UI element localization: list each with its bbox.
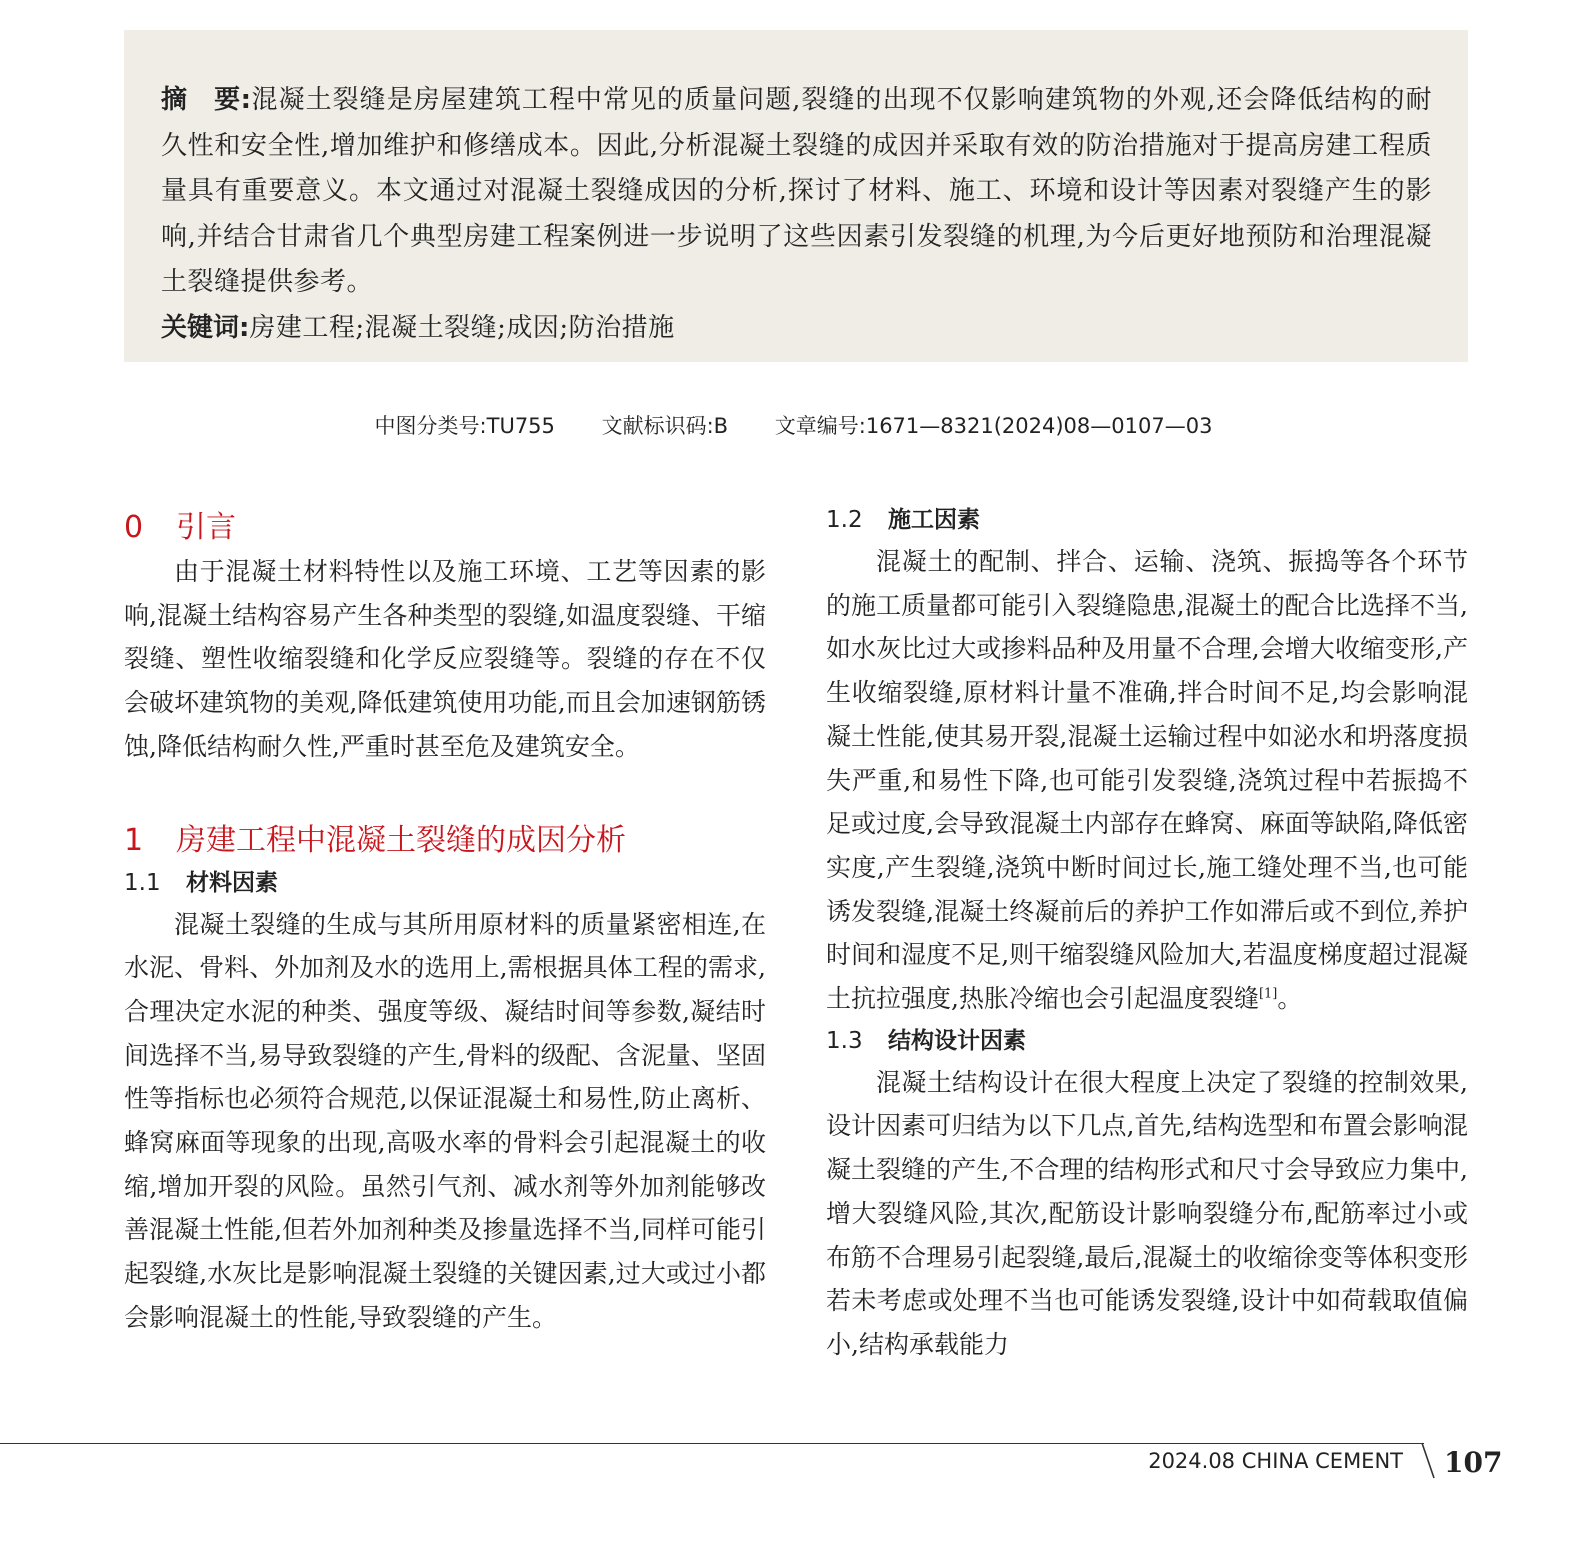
footer-rule: [0, 1443, 1424, 1444]
left-column: [124, 500, 766, 1340]
section-1-2-paragraph: [826, 540, 1468, 1021]
article-number: 文章编号:1671—8321(2024)08—0107—03: [774, 414, 1213, 438]
section-1-2-text: 混凝土的配制、拌合、运输、浇筑、振捣等各个环节的施工质量都可能引入裂缝隐患,混凝土的配合比选择不当,如水灰比过大或掺料品种及用量不合理,会增大收缩变形,产生收缩裂缝,原材料计量不准确,拌合时间不足,均会影响混凝土性能,使其易开裂,混凝土运输过程中如泌水和坍落度损失严重,和易性下降,也可能引发裂缝,浇筑过程中若振捣不足或过度,会导致混凝土内部存在蜂窝、麻面等缺陷,降低密实度,产生裂缝,浇筑中断时间过长,施工缝处理不当,也可能诱发裂缝,混凝土终凝前后的养护工作如滞后或不到位,养护时间和湿度不足,则干缩裂缝风险加大,若温度梯度超过混凝土抗拉强度,热胀冷缩也会引起温度裂缝: [826, 547, 1468, 1014]
classification-line: [0, 410, 1587, 440]
footer-issue: 2024.08: [1148, 1449, 1236, 1473]
abstract-paragraph: [161, 78, 1432, 306]
footer-journal-info: [1148, 1449, 1403, 1473]
keywords-paragraph: [161, 306, 1432, 352]
right-column: [826, 500, 1468, 1367]
section-1-2-tail: 。: [1277, 984, 1303, 1014]
section-1-2-title: 施工因素: [888, 507, 980, 533]
section-1-3-title: 结构设计因素: [888, 1027, 1026, 1054]
section-1-1-paragraph: 混凝土裂缝的生成与其所用原材料的质量紧密相连,在水泥、骨料、外加剂及水的选用上,需根据具体工程的需求,合理决定水泥的种类、强度等级、凝结时间等参数,凝结时间选择不当,易导致裂缝的产生,骨料的级配、含泥量、坚固性等指标也必须符合规范,以保证混凝土和易性,防止离析、蜂窝麻面等现象的出现,高吸水率的骨料会引起混凝土的收缩,增加开裂的风险。虽然引气剂、减水剂等外加剂能够改善混凝土性能,但若外加剂种类及掺量选择不当,同样可能引起裂缝,水灰比是影响混凝土裂缝的关键因素,过大或过小都会影响混凝土的性能,导致裂缝的产生。: [124, 909, 766, 1332]
document-code: 文献标识码:B: [601, 414, 729, 438]
page-number: 107: [1444, 1446, 1503, 1479]
abstract-label: 摘 要:: [161, 85, 251, 115]
section-1-2-heading: [826, 500, 1468, 540]
footer-journal-name: CHINA CEMENT: [1241, 1449, 1403, 1473]
section-0-number: 0: [124, 510, 144, 545]
section-1-1-heading: [124, 863, 766, 903]
section-0-title: 引言: [176, 510, 236, 545]
abstract-text: 混凝土裂缝是房屋建筑工程中常见的质量问题,裂缝的出现不仅影响建筑物的外观,还会降低结构的耐久性和安全性,增加维护和修缮成本。因此,分析混凝土裂缝的成因并采取有效的防治措施对于提高房建工程质量具有重要意义。本文通过对混凝土裂缝成因的分析,探讨了材料、施工、环境和设计等因素对裂缝产生的影响,并结合甘肃省几个典型房建工程案例进一步说明了这些因素引发裂缝的机理,为今后更好地预防和治理混凝土裂缝提供参考。: [161, 85, 1432, 297]
keywords-text: 房建工程;混凝土裂缝;成因;防治措施: [249, 312, 675, 343]
section-1-3-number: 1.3: [826, 1027, 863, 1054]
footer-slash-divider: [1410, 1442, 1440, 1482]
clc-number: 中图分类号:TU755: [374, 414, 555, 438]
section-0-paragraph: 由于混凝土材料特性以及施工环境、工艺等因素的影响,混凝土结构容易产生各种类型的裂缝,如温度裂缝、干缩裂缝、塑性收缩裂缝和化学反应裂缝等。裂缝的存在不仅会破坏建筑物的美观,降低建筑使用功能,而且会加速钢筋锈蚀,降低结构耐久性,严重时甚至危及建筑安全。: [124, 557, 766, 761]
keywords-label: 关键词:: [161, 312, 250, 343]
section-1-1-title: 材料因素: [186, 869, 278, 896]
section-1-3-paragraph: 混凝土结构设计在很大程度上决定了裂缝的控制效果,设计因素可归结为以下几点,首先,结构选型和布置会影响混凝土裂缝的产生,不合理的结构形式和尺寸会导致应力集中,增大裂缝风险,其次,配筋设计影响裂缝分布,配筋率过小或布筋不合理易引起裂缝,最后,混凝土的收缩徐变等体积变形若未考虑或处理不当也可能诱发裂缝,设计中如荷载取值偏小,结构承载能力: [826, 1067, 1468, 1359]
abstract-box: [124, 30, 1468, 362]
section-1-2-number: 1.2: [826, 507, 863, 533]
section-1-title: 房建工程中混凝土裂缝的成因分析: [176, 822, 626, 858]
section-0-heading: [124, 506, 766, 550]
section-1-heading: [124, 819, 766, 863]
section-1-number: 1: [124, 822, 144, 858]
section-1-1-number: 1.1: [124, 869, 161, 896]
section-1-3-heading: [826, 1021, 1468, 1061]
citation-ref-1: [1]: [1258, 986, 1278, 1002]
